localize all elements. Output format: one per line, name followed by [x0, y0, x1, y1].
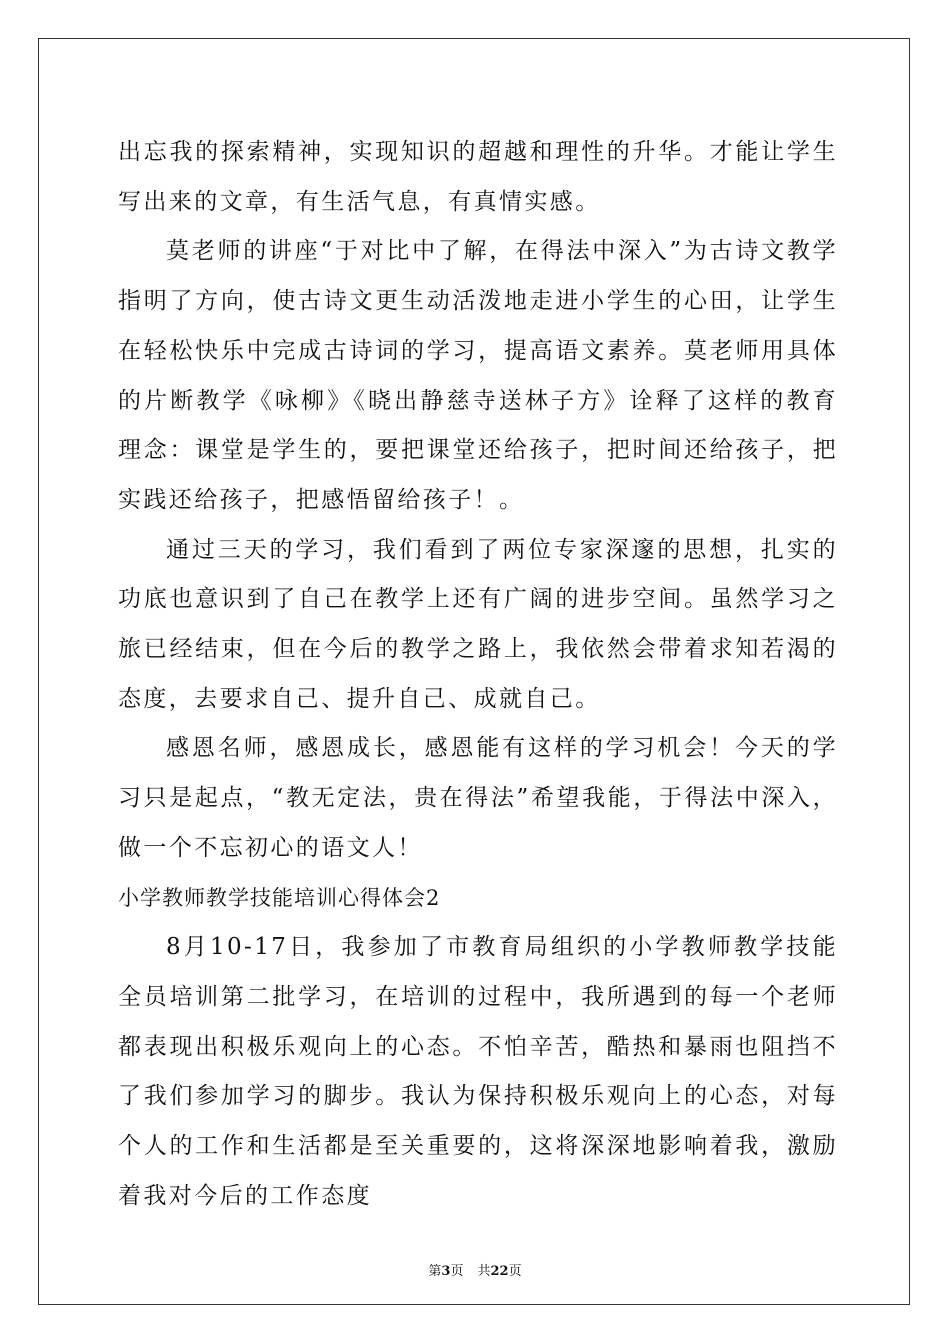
paragraph-2: 莫老师的讲座“于对比中了解，在得法中深入”为古诗文教学指明了方向，使古诗文更生动活泼地走进小学生的心田，让学生在轻松快乐中完成古诗词的学习，提高语文素养。莫老师用具体的片断教学《咏柳》《晓出静慈寺送林子方》诠释了这样的教育理念：课堂是学生的，要把课堂还给孩子，把时间还给孩子，把实践还给孩子，把感悟留给孩子！。: [118, 238, 838, 513]
total-prefix: 共: [477, 1264, 491, 1279]
section-heading: 小学教师教学技能培训心得体会2: [118, 885, 441, 910]
page-suffix: 页: [450, 1264, 464, 1279]
total-pages: 22: [490, 1264, 509, 1279]
document-body: [118, 128, 838, 1221]
page-footer: [0, 1264, 950, 1280]
paragraph-1: 出忘我的探索精神，实现知识的超越和理性的升华。才能让学生写出来的文章，有生活气息，有真情实感。: [118, 139, 838, 215]
section-paragraph-1: 8月10-17日，我参加了市教育局组织的小学教师教学技能全员培训第二批学习，在培训的过程中，我所遇到的每一个老师都表现出积极乐观向上的心态。不怕辛苦，酷热和暴雨也阻挡不了我们参加学习的脚步。我认为保持积极乐观向上的心态，对每个人的工作和生活都是至关重要的，这将深深地影响着我，激励着我对今后的工作态度: [118, 934, 838, 1209]
paragraph-3: 通过三天的学习，我们看到了两位专家深邃的思想，扎实的功底也意识到了自己在教学上还有广阔的进步空间。虽然学习之旅已经结束，但在今后的教学之路上，我依然会带着求知若渴的态度，去要求自己、提升自己、成就自己。: [118, 536, 838, 712]
page-prefix: 第: [428, 1264, 442, 1279]
paragraph-4: 感恩名师，感恩成长，感恩能有这样的学习机会！今天的学习只是起点，“教无定法，贵在得法”希望我能，于得法中深入，做一个不忘初心的语文人！: [118, 735, 838, 861]
total-suffix: 页: [508, 1264, 522, 1279]
page-number: 3: [441, 1264, 451, 1279]
